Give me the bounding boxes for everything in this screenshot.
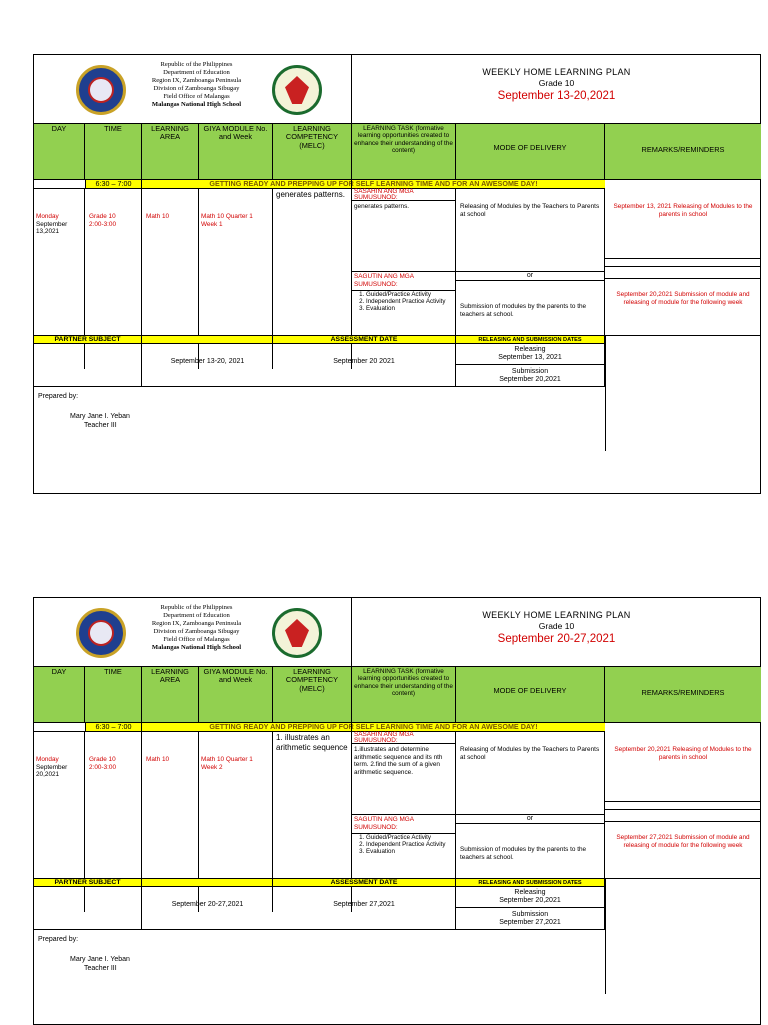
partner-dates: September 20-27,2021	[171, 901, 244, 908]
time-grade: Grade 10	[89, 756, 116, 763]
submission-date: September 20,2021	[499, 375, 561, 383]
day-weekday: Monday	[36, 213, 59, 220]
release-sub-label: RELEASING AND SUBMISSION DATES	[478, 880, 582, 886]
remark-release: September 13, 2021 Releasing of Modules to the parents in school	[613, 203, 753, 218]
organization-block	[134, 61, 259, 109]
task-item: 2. Independent Practice Activity	[366, 298, 455, 305]
day-text	[34, 189, 84, 236]
plan-grade: Grade 10	[538, 621, 575, 631]
release-date-cell	[456, 887, 605, 908]
deped-seal-icon	[76, 65, 126, 115]
task-list	[352, 834, 455, 855]
plan-grade: Grade 10	[538, 78, 575, 88]
org-line: Field Office of Malangas	[163, 93, 230, 100]
teacher-title: Teacher III	[84, 965, 117, 972]
or-label: or	[526, 272, 534, 279]
org-line: Region IX, Zamboanga Peninsula	[151, 77, 242, 84]
task-item: 1. Guided/Practice Activity	[366, 291, 455, 298]
delivery-submit-cell	[456, 824, 605, 878]
org-line: Division of Zamboanga Sibugay	[153, 85, 240, 92]
remark-submit: September 20,2021 Submission of module and releasing of module for the following week	[616, 291, 750, 306]
or-label: or	[526, 815, 534, 822]
remark-release-cell	[605, 723, 761, 801]
school-name: Malangas National High School	[151, 644, 242, 651]
organization-block	[134, 604, 259, 652]
partner-header	[34, 878, 142, 887]
release-sub-label: RELEASING AND SUBMISSION DATES	[478, 337, 582, 343]
assessment-date-cell	[273, 887, 456, 930]
remark-divider	[605, 267, 761, 279]
delivery-submit: Submission of modules by the parents to the teachers at school.	[460, 846, 587, 861]
submission-date: September 27,2021	[499, 918, 561, 926]
col-competency: LEARNING COMPETENCY (MELC)	[273, 124, 352, 179]
time-range: 2:00-3:00	[89, 220, 117, 228]
or-cell	[456, 814, 605, 824]
releasing-label: Releasing	[514, 346, 546, 353]
col-delivery: MODE OF DELIVERY	[456, 667, 605, 722]
competency-text: 1. illustrates an arithmetic sequence	[276, 733, 348, 752]
sagutin-tasks	[352, 834, 456, 878]
release-block	[456, 344, 604, 361]
org-line: Division of Zamboanga Sibugay	[153, 628, 240, 635]
banner-time-text: 6:30 – 7:00	[95, 179, 132, 188]
time-range: 2:00-3:00	[89, 763, 117, 771]
prepared-section	[34, 387, 605, 451]
teacher-name: Mary Jane I. Yeban	[70, 413, 130, 420]
teacher-name: Mary Jane I. Yeban	[70, 956, 130, 963]
assessment-date-cell	[273, 344, 456, 387]
submission-block	[456, 908, 604, 926]
sagutin-tasks	[352, 291, 456, 335]
day-date: September 13,2021	[36, 220, 68, 236]
banner-spacer	[34, 723, 85, 732]
releasing-label: Releasing	[514, 889, 546, 896]
day-text	[34, 732, 84, 779]
col-module: GIYA MODULE No. and Week	[199, 124, 273, 179]
banner-time	[85, 723, 142, 732]
competency-text: generates patterns.	[276, 190, 345, 199]
remark-empty-cell	[605, 879, 761, 994]
sagutin-header	[352, 814, 456, 834]
col-task: LEARNING TASK (formative learning opportunities created to enhance their understanding of the content)	[352, 124, 456, 179]
org-line: Field Office of Malangas	[163, 636, 230, 643]
col-remarks: REMARKS/REMINDERS	[641, 688, 725, 697]
sasahin-text: 1.illustrates and determine arithmetic sequence and its nth term. 2.find the sum of a given arithmetic sequence.	[354, 746, 443, 776]
submission-block	[456, 365, 604, 383]
delivery-release: Releasing of Modules by the Teachers to Parents at school	[460, 746, 600, 761]
plan-title: WEEKLY HOME LEARNING PLAN	[482, 610, 631, 620]
release-date-cell	[456, 344, 605, 365]
assessment-header	[273, 878, 456, 887]
weekly-plan	[33, 597, 761, 1025]
division-seal-icon	[272, 65, 322, 115]
col-task: LEARNING TASK (formative learning opportunities created to enhance their understanding of the content)	[352, 667, 456, 722]
sagutin-label: SAGUTIN ANG MGA SUMUSUNOD:	[354, 273, 414, 288]
submission-date-cell	[456, 365, 605, 387]
col-day: DAY	[34, 124, 85, 179]
school-header	[34, 55, 352, 123]
plan-dates: September 13-20,2021	[497, 90, 616, 102]
division-seal-icon	[272, 608, 322, 658]
col-time: TIME	[85, 667, 142, 722]
col-competency: LEARNING COMPETENCY (MELC)	[273, 667, 352, 722]
banner-text: GETTING READY AND PREPPING UP FOR SELF LEARNING TIME AND FOR AN AWESOME DAY!	[209, 179, 538, 188]
partner-spacer	[142, 878, 273, 887]
prepared-by-label: Prepared by:	[38, 393, 79, 400]
sagutin-header	[352, 271, 456, 291]
sagutin-label: SAGUTIN ANG MGA SUMUSUNOD:	[354, 816, 414, 831]
remark-release-cell	[605, 180, 761, 258]
banner-time-text: 6:30 – 7:00	[95, 722, 132, 731]
partner-label: PARTNER SUBJECT	[54, 879, 121, 886]
or-cell	[456, 271, 605, 281]
col-remarks: REMARKS/REMINDERS	[641, 145, 725, 154]
time-grade: Grade 10	[89, 213, 116, 220]
release-sub-header	[456, 878, 605, 887]
release-date: September 20,2021	[499, 896, 561, 904]
school-header	[34, 598, 352, 666]
remark-submit-cell	[605, 279, 761, 335]
partner-header	[34, 335, 142, 344]
weekly-plan	[33, 54, 761, 494]
col-time: TIME	[85, 124, 142, 179]
remark-submit-cell	[605, 822, 761, 878]
release-sub-header	[456, 335, 605, 344]
teacher-title: Teacher III	[84, 422, 117, 429]
partner-dates-cell	[142, 887, 273, 930]
learning-area: Math 10	[146, 756, 170, 763]
col-learning-area: LEARNING AREA	[142, 667, 199, 722]
submission-date-cell	[456, 908, 605, 930]
plan-dates: September 20-27,2021	[497, 633, 616, 645]
org-line: Republic of the Philippines	[160, 61, 233, 68]
prepared-by-label: Prepared by:	[38, 936, 79, 943]
day-date: September 20,2021	[36, 763, 68, 779]
partner-value-cell	[34, 344, 142, 387]
plan-heading	[352, 55, 761, 123]
remark-divider	[605, 801, 761, 810]
task-item: 3. Evaluation	[366, 305, 455, 312]
remark-empty-cell	[605, 336, 761, 451]
release-date: September 13, 2021	[498, 353, 562, 361]
sasahin-label: SASAHIN ANG MGA SUMUSUNOD:	[352, 732, 455, 744]
partner-dates-cell	[142, 344, 273, 387]
partner-value-cell	[34, 887, 142, 930]
assessment-label: ASSESSMENT DATE	[330, 336, 398, 343]
school-name: Malangas National High School	[151, 101, 242, 108]
module-text: Math 10 Quarter 1 Week 2	[201, 756, 253, 771]
learning-area: Math 10	[146, 213, 170, 220]
submission-label: Submission	[511, 911, 549, 918]
col-module: GIYA MODULE No. and Week	[199, 667, 273, 722]
delivery-submit-cell	[456, 281, 605, 335]
task-item: 2. Independent Practice Activity	[366, 841, 455, 848]
delivery-release: Releasing of Modules by the Teachers to Parents at school	[460, 203, 600, 218]
day-weekday: Monday	[36, 756, 59, 763]
banner-spacer	[34, 180, 85, 189]
assessment-header	[273, 335, 456, 344]
deped-seal-icon	[76, 608, 126, 658]
org-line: Republic of the Philippines	[160, 604, 233, 611]
module-text: Math 10 Quarter 1 Week 1	[201, 213, 253, 228]
partner-spacer	[142, 335, 273, 344]
col-learning-area: LEARNING AREA	[142, 124, 199, 179]
remark-divider	[605, 258, 761, 267]
col-day: DAY	[34, 667, 85, 722]
release-block	[456, 887, 604, 904]
assessment-label: ASSESSMENT DATE	[330, 879, 398, 886]
remark-release: September 20,2021 Releasing of Modules to the parents in school	[614, 746, 752, 761]
plan-title: WEEKLY HOME LEARNING PLAN	[482, 67, 631, 77]
banner-text: GETTING READY AND PREPPING UP FOR SELF LEARNING TIME AND FOR AN AWESOME DAY!	[209, 722, 538, 731]
org-line: Department of Education	[163, 69, 230, 76]
org-line: Region IX, Zamboanga Peninsula	[151, 620, 242, 627]
sasahin-text: generates patterns.	[354, 203, 410, 210]
org-line: Department of Education	[163, 612, 230, 619]
remark-submit: September 27,2021 Submission of module and releasing of module for the following week	[616, 834, 750, 849]
col-delivery: MODE OF DELIVERY	[456, 124, 605, 179]
task-list	[352, 291, 455, 312]
plan-heading	[352, 598, 761, 666]
task-item: 3. Evaluation	[366, 848, 455, 855]
assessment-date: September 20 2021	[333, 358, 395, 365]
submission-label: Submission	[511, 368, 549, 375]
banner-time	[85, 180, 142, 189]
delivery-submit: Submission of modules by the parents to the teachers at school.	[460, 303, 587, 318]
delivery-release-cell	[456, 189, 605, 271]
remark-divider	[605, 810, 761, 822]
partner-label: PARTNER SUBJECT	[54, 336, 121, 343]
task-item: 1. Guided/Practice Activity	[366, 834, 455, 841]
delivery-release-cell	[456, 732, 605, 814]
assessment-date: September 27,2021	[333, 901, 395, 908]
sasahin-label: SASAHIN ANG MGA SUMUSUNOD:	[352, 189, 455, 201]
partner-dates: September 13-20, 2021	[170, 358, 245, 365]
prepared-section	[34, 930, 605, 994]
